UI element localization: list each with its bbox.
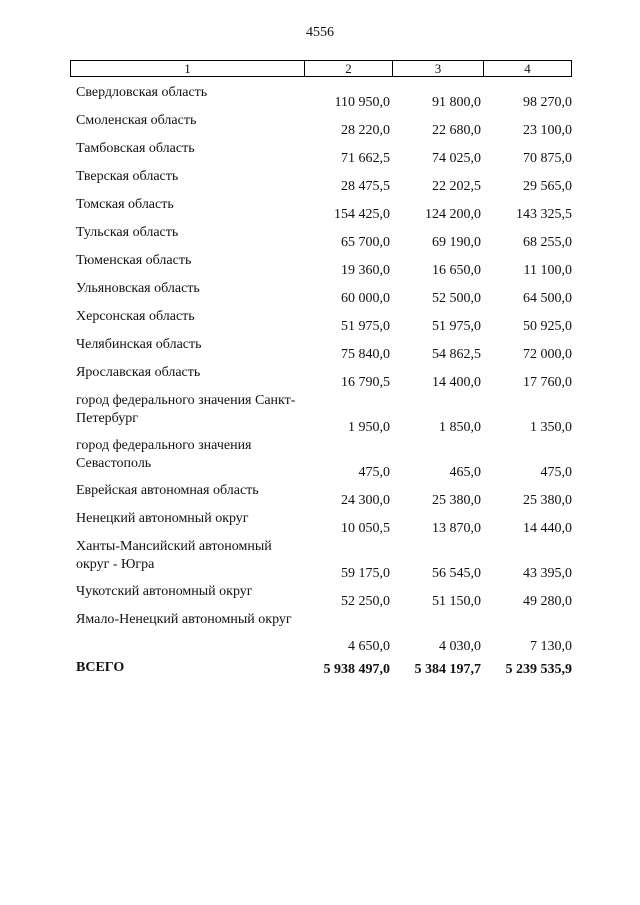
value-col-3: 22 202,5 [432,179,481,194]
value-col-4: 143 325,5 [516,207,572,222]
value-col-2: 71 662,5 [341,151,390,166]
region-name: Свердловская область [76,85,208,100]
value-col-2: 19 360,0 [341,263,390,278]
table-row [76,252,572,280]
value-col-3: 465,0 [449,465,481,480]
value-col-4: 475,0 [540,465,572,480]
region-name: Тульская область [76,225,179,240]
value-col-3: 69 190,0 [432,235,481,250]
value-col-4: 98 270,0 [523,95,572,110]
total-col-4: 5 239 535,9 [505,662,572,677]
region-name: Тамбовская область [76,141,195,156]
region-name: Ямало-Ненецкий автономный округ [76,612,292,627]
value-col-2: 52 250,0 [341,594,390,609]
value-col-3: 14 400,0 [432,375,481,390]
value-col-2: 1 950,0 [348,420,390,435]
value-col-3: 91 800,0 [432,95,481,110]
value-col-4: 43 395,0 [523,566,572,581]
table-row [76,112,572,140]
table-row [76,583,572,611]
value-col-2: 28 475,5 [341,179,390,194]
value-col-2: 4 650,0 [348,639,390,654]
value-col-2: 110 950,0 [334,95,390,110]
table-row [76,196,572,224]
table-row [76,308,572,336]
table-row [76,168,572,196]
value-col-4: 7 130,0 [530,639,572,654]
table-row [76,392,572,437]
value-col-2: 75 840,0 [341,347,390,362]
value-col-3: 16 650,0 [432,263,481,278]
table-body [76,84,572,679]
value-col-2: 65 700,0 [341,235,390,250]
region-name: Херсонская область [76,309,195,324]
region-name: Смоленская область [76,113,197,128]
region-name: Ульяновская область [76,281,200,296]
value-col-4: 70 875,0 [523,151,572,166]
region-name: Тверская область [76,169,179,184]
value-col-4: 11 100,0 [523,263,572,278]
value-col-3: 54 862,5 [432,347,481,362]
region-name: Ярославская область [76,365,201,380]
value-col-3: 51 150,0 [432,594,481,609]
value-col-3: 51 975,0 [432,319,481,334]
total-col-2: 5 938 497,0 [323,662,390,677]
value-col-4: 1 350,0 [530,420,572,435]
region-name: город федерального значения Севастополь [76,438,252,471]
value-col-3: 52 500,0 [432,291,481,306]
table-row [76,280,572,308]
table-row [76,140,572,168]
header-cell-2: 2 [305,61,393,76]
table-header-row [70,60,572,77]
value-col-3: 124 200,0 [425,207,481,222]
value-col-3: 56 545,0 [432,566,481,581]
table-row [76,437,572,482]
region-name: Еврейская автономная область [76,483,259,498]
table-row [76,538,572,583]
value-col-2: 24 300,0 [341,493,390,508]
value-col-4: 29 565,0 [523,179,572,194]
table-row [76,336,572,364]
value-col-4: 25 380,0 [523,493,572,508]
page-number: 4556 [306,25,334,40]
region-name: Тюменская область [76,253,192,268]
total-label: ВСЕГО [76,660,125,675]
value-col-4: 49 280,0 [523,594,572,609]
value-col-3: 13 870,0 [432,521,481,536]
value-col-3: 4 030,0 [439,639,481,654]
value-col-3: 25 380,0 [432,493,481,508]
value-col-4: 17 760,0 [523,375,572,390]
region-name: Ненецкий автономный округ [76,511,249,526]
table-row [76,611,572,656]
table-row [76,224,572,252]
value-col-4: 64 500,0 [523,291,572,306]
value-col-4: 72 000,0 [523,347,572,362]
header-cell-3: 3 [393,61,484,76]
header-cell-4: 4 [524,61,531,76]
value-col-4: 68 255,0 [523,235,572,250]
region-name: Ханты-Мансийский автономный округ - Югра [76,539,272,572]
total-row [76,659,572,679]
value-col-3: 1 850,0 [439,420,481,435]
value-col-2: 475,0 [358,465,390,480]
table-row [76,510,572,538]
table-row [76,364,572,392]
value-col-2: 16 790,5 [341,375,390,390]
header-cell-1: 1 [71,61,305,76]
value-col-2: 10 050,5 [341,521,390,536]
value-col-3: 22 680,0 [432,123,481,138]
value-col-4: 50 925,0 [523,319,572,334]
region-name: Челябинская область [76,337,202,352]
total-col-3: 5 384 197,7 [414,662,481,677]
region-name: город федерального значения Санкт-Петербург [76,393,296,426]
value-col-2: 59 175,0 [341,566,390,581]
value-col-2: 51 975,0 [341,319,390,334]
region-name: Чукотский автономный округ [76,584,253,599]
table-row [76,482,572,510]
value-col-4: 14 440,0 [523,521,572,536]
table-row [76,84,572,112]
value-col-3: 74 025,0 [432,151,481,166]
value-col-4: 23 100,0 [523,123,572,138]
value-col-2: 28 220,0 [341,123,390,138]
value-col-2: 60 000,0 [341,291,390,306]
value-col-2: 154 425,0 [334,207,390,222]
region-name: Томская область [76,197,174,212]
